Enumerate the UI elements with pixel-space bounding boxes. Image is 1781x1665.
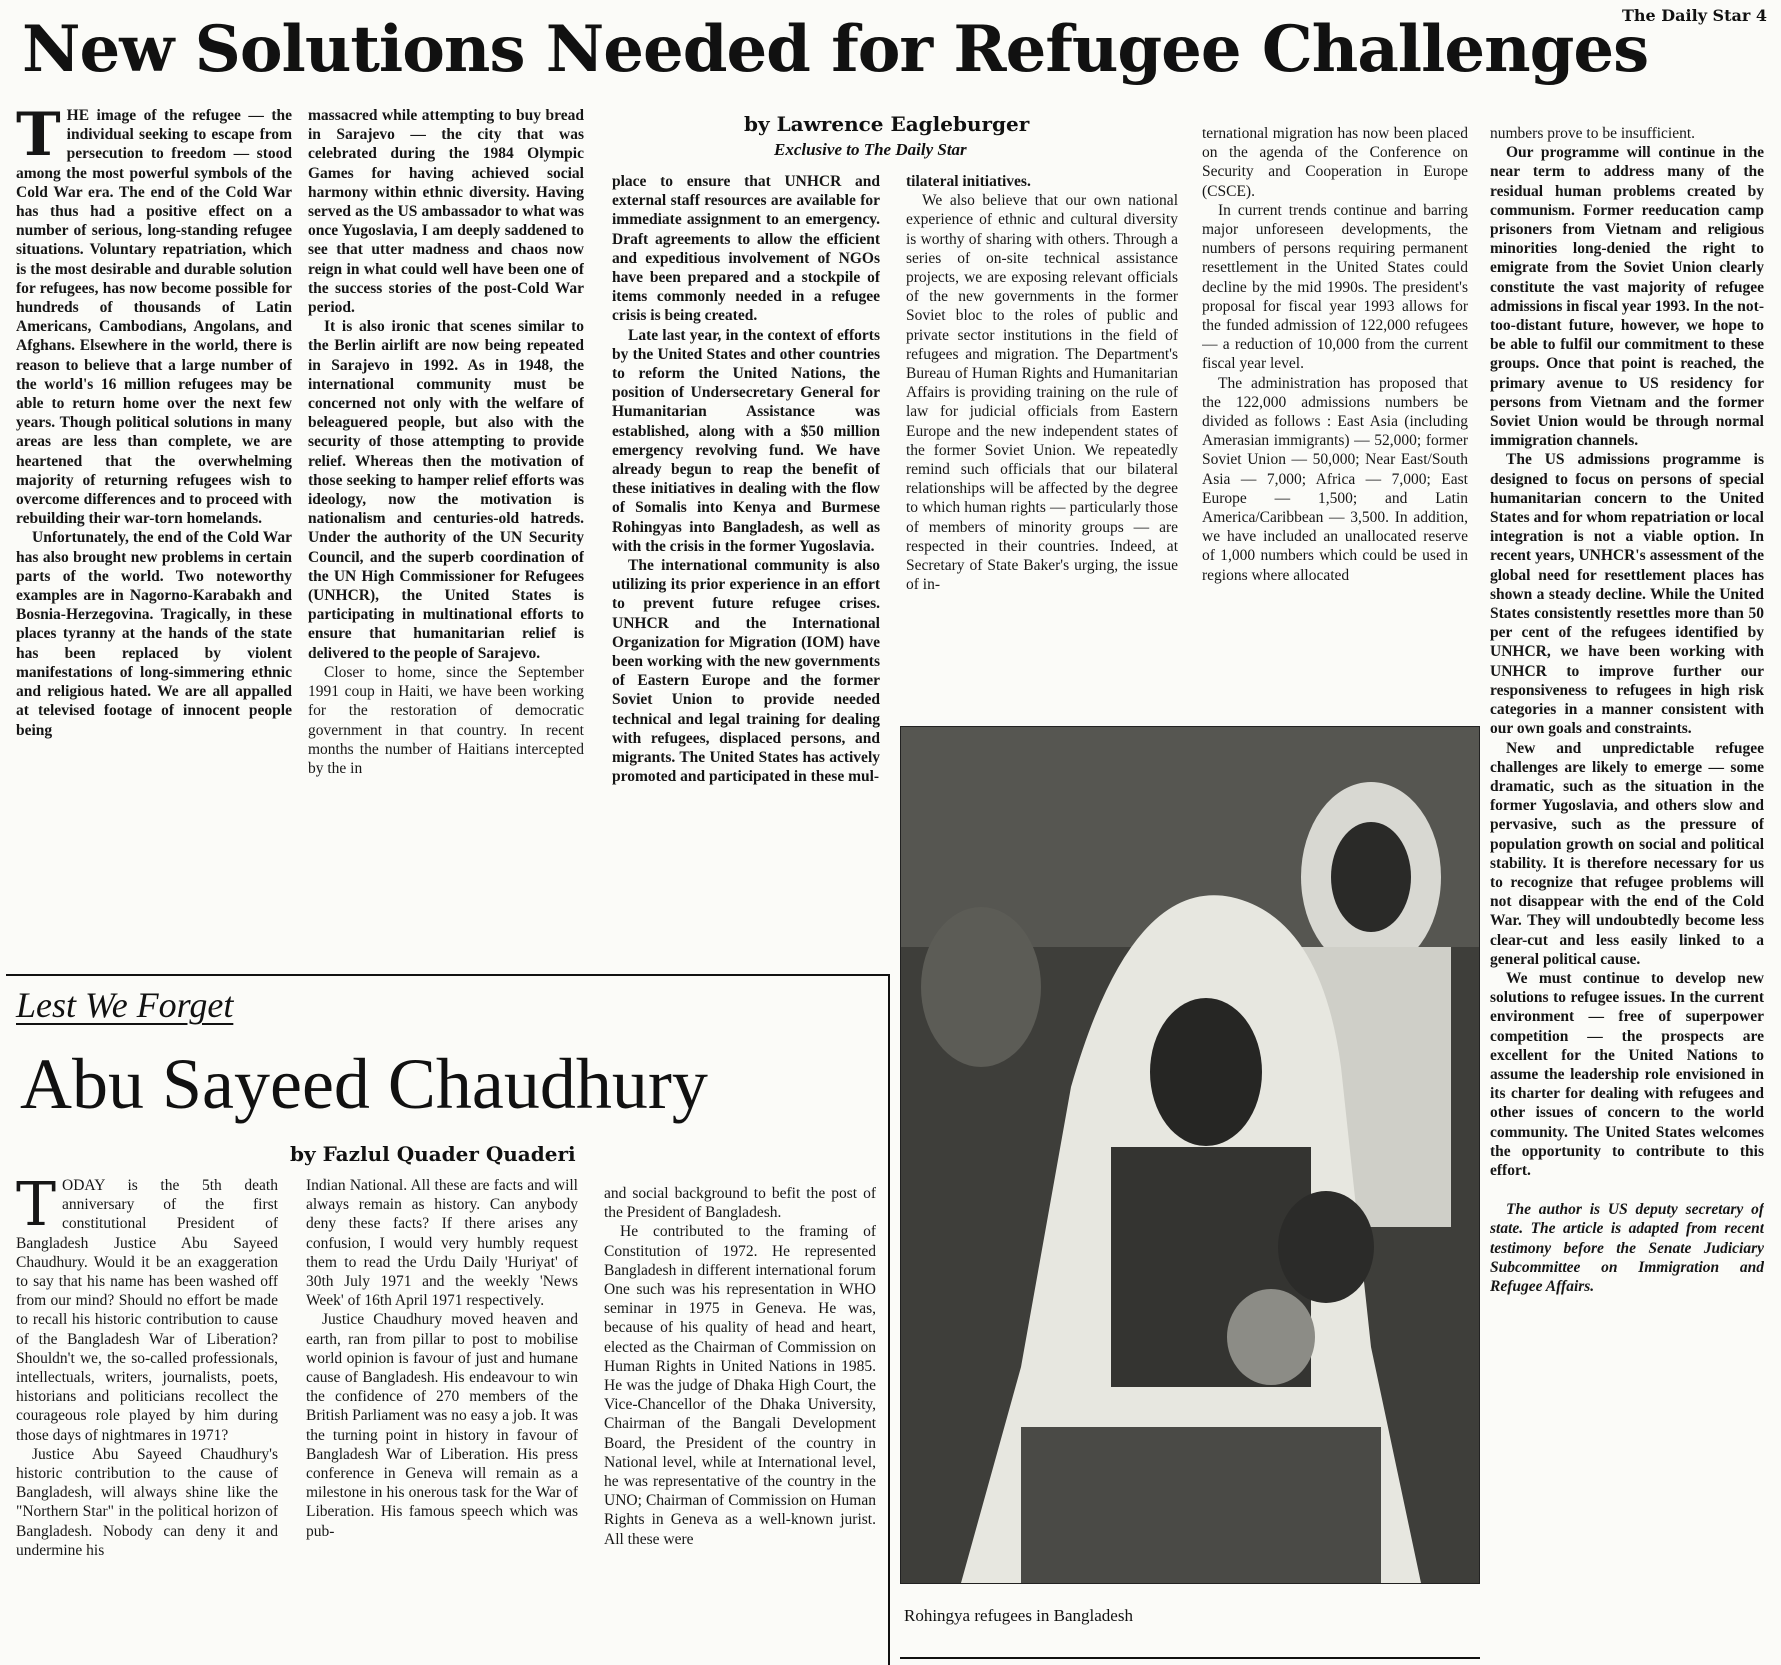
paragraph: Justice Chaudhury moved heaven and earth, ran from pillar to post to mobilise world opinion is favour of just and humane cause of Bangladesh. His endeavour to win the confidence of 270 members of the British Parliament was no easy a job. It was the turning point in history in favour of Bangladesh War of Liberation. His press conference in Geneva will remain as a milestone in his onerous task for the War of Liberation. His famous speech which was pub- <box>306 1311 578 1540</box>
main-article-column-1 <box>16 106 292 968</box>
main-article-column-2 <box>308 106 584 968</box>
exclusive-line: Exclusive to The Daily Star <box>774 140 967 159</box>
drop-cap: T <box>16 1176 57 1240</box>
paragraph: Closer to home, since the September 1991 coup in Haiti, we have been working for the restoration of democratic government in that country. In recent months the number of Haitians intercepted by the in <box>308 663 584 777</box>
paragraph: ternational migration has now been placed on the agenda of the Conference on Security and Cooperation in Europe (CSCE). <box>1202 125 1468 200</box>
paragraph: It is also ironic that scenes similar to the Berlin airlift are now being repeated in Sarajevo in 1992. As in 1948, the international community must be concerned not only with the welfare of beleaguered people, but also with the security of those attempting to provide relief. Whereas then the motivation of those seeking to hamper relief efforts was ideology, now the motivation is nationalism and centuries-old hatreds. Under the authority of the UN Security Council, and the superb coordination of the UN High Commissioner for Refugees (UNHCR), the United States is participating in multinational efforts to ensure that humanitarian relief is delivered to the people of Sarajevo. <box>308 318 584 662</box>
paragraph: massacred while attempting to buy bread in Sarajevo — the city that was celebrated during the 1984 Olympic Games for having achieved social harmony within ethnic diversity. Having served as the US ambassador to what was once Yugoslavia, I am deeply saddened to see that utter madness and chaos now reign in what could well have been one of the success stories of the post-Cold War period. <box>308 107 584 317</box>
paragraph: The US admissions programme is designed to focus on persons of special humanitarian concern to the United States and for whom repatriation or local integration is not a viable option. In recent years, UNHCR's assessment of the global need for resettlement places has shown a steady decline. While the United States consistently resettles more than 50 per cent of the refugees identified by UNHCR, we have been working with UNHCR to improve further our responsiveness to refugees in high risk categories in a manner consistent with our own goals and constraints. <box>1490 451 1764 738</box>
paragraph: numbers prove to be insufficient. <box>1490 125 1696 142</box>
paragraph: ODAY is the 5th death anniversary of the first constitutional President of Bangladesh Justice Abu Sayeed Chaudhury. Would it be an exaggeration to say that his name has been washed off from our mind? Should no effort be made to recall his historic contribution to cause of the Bangladesh War of Liberation? Shouldn't we, the so-called professionals, intellectuals, writers, journalists, poets, historians and politicians recollect the courageous role played by him during those days of nightmares in 1971? <box>16 1177 278 1444</box>
paragraph: We also believe that our own national experience of ethnic and cultural diversity is worthy of sharing with others. Through a series of on-site technical assistance projects, we are exposing relevant officials of the new governments in the former Soviet bloc to the roles of public and private sector institutions in the field of refugees and migration. The Department's Bureau of Human Rights and Humanitarian Affairs is providing training on the rule of law for judicial officials from Eastern Europe and the new independent states of the former Soviet Union. We repeatedly remind such officials that our bilateral relationships will be affected by the degree to which human rights — particularly those of members of minority groups — are respected in their countries. Indeed, at Secretary of State Baker's urging, the issue of in- <box>906 192 1178 594</box>
paragraph: HE image of the refugee — the individual seeking to escape from persecution to freedom — stood among the most powerful symbols of the Cold War era. The end of the Cold War has thus had a positive effect on a number of serious, long-standing refugee situations. Voluntary repatriation, which is the most desirable and durable solution for refugees, has now become possible for hundreds of thousands of Latin Americans, Cambodians, Angolans, and Afghans. Elsewhere in the world, there is reason to believe that a large number of the world's 16 million refugees may be able to return home over the next few years. Though political solutions in many areas are less than complete, we are heartened that the overwhelming majority of returning refugees wish to overcome differences and to proceed with rebuilding their war-torn homelands. <box>16 107 292 528</box>
drop-cap: T <box>16 106 61 170</box>
divider <box>6 974 890 976</box>
paragraph: and social background to befit the post of the President of Bangladesh. <box>604 1185 876 1222</box>
main-headline: New Solutions Needed for Refugee Challenges <box>22 12 1649 87</box>
main-byline: by Lawrence Eagleburger <box>744 112 1030 136</box>
paragraph: New and unpredictable refugee challenges are likely to emerge — some dramatic, such as the situation in the former Yugoslavia, and others slow and pervasive, such as the pressure of population growth on social and political stability. It is therefore necessary for us to recognize that refugee problems will not disappear with the end of the Cold War. They will undoubtedly become less clear-cut and less easily linked to a general political cause. <box>1490 739 1764 968</box>
paragraph: place to ensure that UNHCR and external staff resources are available for immediate assignment to an emergency. Draft agreements to allow the efficient and expeditious involvement of NGOs have been prepared and a stockpile of items commonly needed in a refugee crisis is being created. <box>612 173 880 325</box>
refugee-photo <box>900 726 1480 1584</box>
photo-image <box>901 727 1479 1583</box>
paragraph: We must continue to develop new solutions to refugee issues. In the current environment — free of superpower competition — the prospects are excellent for the United Nations to assume the leadership role envisioned in its charter for dealing with refugees and other issues of concern to the world community. The United States welcomes the opportunity to contribute to this effort. <box>1490 969 1764 1179</box>
paragraph: In current trends continue and barring major unforeseen developments, the numbers of persons requiring permanent resettlement in the United States could decline by the mid 1990s. The president's proposal for fiscal year 1993 allows for the funded admission of 122,000 refugees — a reduction of 10,000 from the current fiscal year level. <box>1202 201 1468 373</box>
divider <box>900 1657 1480 1659</box>
paragraph: Justice Abu Sayeed Chaudhury's historic contribution to the cause of Bangladesh, will always shine like the "Northern Star" in the political horizon of Bangladesh. Nobody can deny it and undermine his <box>16 1445 278 1559</box>
paragraph: Indian National. All these are facts and will always remain as history. Can anybody deny these facts? If there arises any confusion, I would very humbly request them to read the Urdu Daily 'Huriyat' of 30th July 1971 and the weekly 'News Week' of 16th April 1971 respectively. <box>306 1177 578 1310</box>
main-article-column-4 <box>906 172 1178 718</box>
page-label: The Daily Star 4 <box>1622 6 1767 25</box>
paragraph: The administration has proposed that the 122,000 admissions numbers be divided as follows : East Asia (including Amerasian immigrants) — 52,000; former Soviet Union — 50,000; Near East/South Asia — 7,000; Africa — 7,000; East Europe — 1,500; and Latin America/Caribbean — 3,500. In addition, we have included an unallocated reserve of 1,000 numbers which could be used in regions where allocated <box>1202 374 1468 584</box>
paragraph: The international community is also utilizing its prior experience in an effort to prevent future refugee crises. UNHCR and the International Organization for Migration (IOM) have been working with the new governments of Eastern Europe and the former Soviet Union to provide needed technical and legal training for dealing with refugees, displaced persons, and migrants. The United States has actively promoted and participated in these mul- <box>612 557 880 786</box>
paragraph: He contributed to the framing of Constitution of 1972. He represented Bangladesh in different international forum One such was his representation in WHO seminar in 1975 in Geneva. He was, because of his quality of head and heart, elected as the Chairman of Commission on Human Rights in United Nations in 1985. He was the judge of Dhaka High Court, the Vice-Chancellor of the Dhaka University, Chairman of the Bangali Development Board, the President of the country in National level, while at International level, he was representative of the country in the UNO; Chairman of Commission on Human Rights in Geneva as a well-known jurist. All these were <box>604 1223 876 1548</box>
second-article-column-1 <box>16 1176 278 1665</box>
main-article-column-3 <box>612 172 880 968</box>
second-article-column-3 <box>604 1184 876 1665</box>
second-headline: Abu Sayeed Chaudhury <box>20 1044 708 1124</box>
author-note: The author is US deputy secretary of state. The article is adapted from recent testimony before the Senate Judiciary Subcommittee on Immigration and Refugee Affairs. <box>1490 1201 1764 1295</box>
divider <box>888 974 890 1665</box>
main-article-column-6 <box>1490 124 1764 1658</box>
photo-caption: Rohingya refugees in Bangladesh <box>904 1606 1133 1625</box>
paragraph: tilateral initiatives. <box>906 173 1031 190</box>
second-article-column-2 <box>306 1176 578 1665</box>
paragraph: Our programme will continue in the near term to address many of the residual human problems created by communism. Former reeducation camp prisoners from Vietnam and religious minorities long-denied the right to emigrate from the Soviet Union clearly constitute the vast majority of refugee admissions in fiscal year 1993. In the not-too-distant future, however, we hope to be able to fulfil our commitment to these groups. Once that point is reached, the primary avenue to US residency for persons from Vietnam and the former Soviet Union would be through normal immigration channels. <box>1490 144 1764 450</box>
second-byline: by Fazlul Quader Quaderi <box>290 1142 576 1166</box>
paragraph: Late last year, in the context of efforts by the United States and other countries to reform the United Nations, the position of Undersecretary General for Humanitarian Assistance was established, along with a $50 million emergency revolving fund. We have already begun to reap the benefit of these initiatives in dealing with the flow of Somalis into Kenya and Burmese Rohingyas into Bangladesh, as well as with the crisis in the former Yugoslavia. <box>612 326 880 555</box>
main-article-column-5 <box>1202 124 1468 718</box>
paragraph: Unfortunately, the end of the Cold War has also brought new problems in certain parts of the world. Two noteworthy examples are in Nagorno-Karabakh and Bosnia-Herzegovina. Tragically, in these places tyranny at the hands of the state has been replaced by violent manifestations of long-simmering ethnic and religious hated. We are all appalled at televised footage of innocent people being <box>16 529 292 739</box>
kicker: Lest We Forget <box>16 985 234 1025</box>
